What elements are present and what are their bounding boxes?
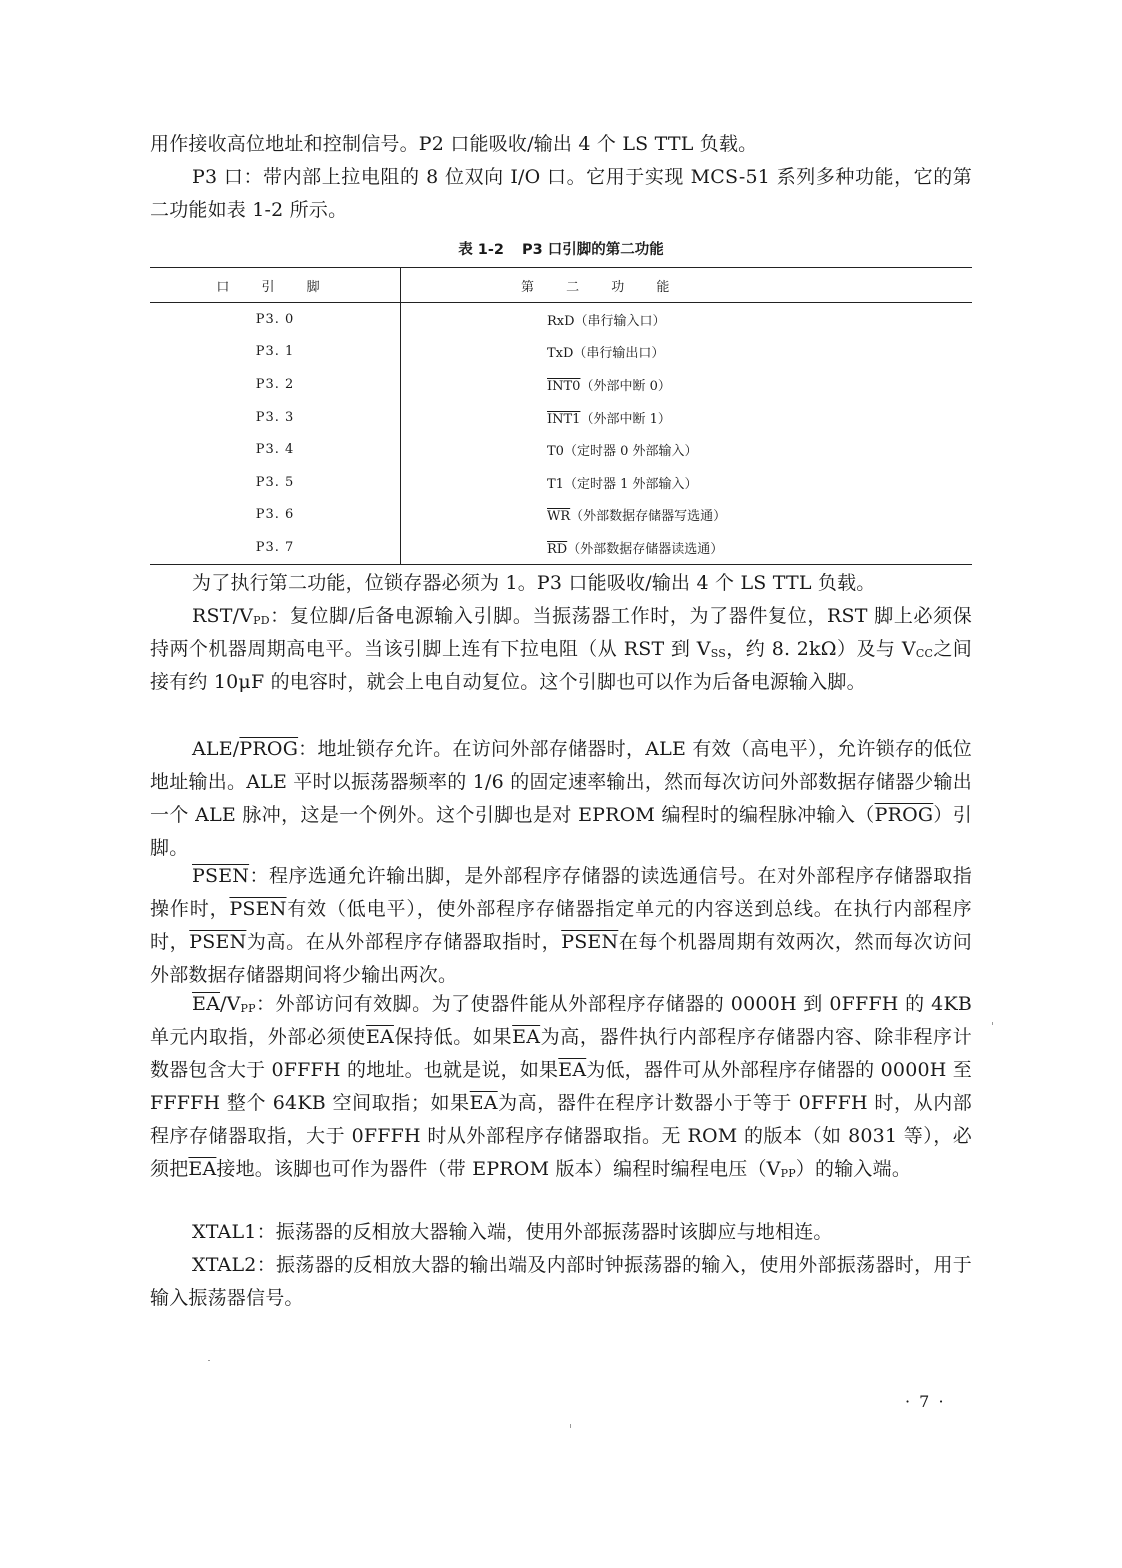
page-number: · 7 · bbox=[905, 1392, 946, 1411]
function-signal: INT0 bbox=[547, 378, 581, 394]
function-signal: $\overline{WR}$ bbox=[547, 509, 571, 525]
function-cell bbox=[401, 336, 973, 369]
table-row bbox=[150, 466, 972, 499]
paragraph-xtal1: XTAL1：振荡器的反相放大器输入端，使用外部振荡器时该脚应与地相连。 bbox=[192, 1221, 833, 1243]
paragraph-xtal2: XTAL2：振荡器的反相放大器的输出端及内部时钟振荡器的输入，使用外部振荡器时，用于输入振荡器信号。 bbox=[150, 1254, 972, 1309]
function-cell bbox=[401, 433, 973, 466]
function-text: （外部中断 1） bbox=[580, 411, 671, 427]
paragraph-rst: RST/$V_{PD}$：复位脚/后备电源输入引脚。当振荡器工作时，为了器件复位，RST 脚上必须保持两个机器周期高电平。当该引脚上连有下拉电阻（从 RST 到 $V_{SS}$，约 8. 2kΩ）及与 $V_{CC}$之间接有约 10μF 的电容时，就会上电自动复位。这个引脚也可以作为后备电源输入脚。 bbox=[150, 605, 972, 693]
pin-cell: P3. 5 bbox=[150, 466, 401, 499]
pin-cell: P3. 4 bbox=[150, 433, 401, 466]
function-text: T0（定时器 0 外部输入） bbox=[547, 444, 698, 460]
table-caption-number: 表 1-2 bbox=[458, 242, 504, 258]
table-row bbox=[150, 401, 972, 434]
table-row bbox=[150, 433, 972, 466]
function-text: T1（定时器 1 外部输入） bbox=[547, 476, 698, 492]
function-text: RxD（串行输入口） bbox=[547, 313, 666, 329]
table-caption-title: P3 口引脚的第二功能 bbox=[521, 242, 664, 258]
table-caption bbox=[150, 238, 972, 259]
table-row bbox=[150, 303, 972, 336]
pin-cell: P3. 0 bbox=[150, 303, 401, 336]
function-cell bbox=[401, 368, 973, 401]
function-text: （外部数据存储器读选通） bbox=[567, 541, 724, 557]
pin-cell: P3. 3 bbox=[150, 401, 401, 434]
function-text: TxD（串行输出口） bbox=[547, 346, 665, 362]
p3-function-table bbox=[150, 267, 972, 565]
pin-cell: P3. 7 bbox=[150, 531, 401, 564]
paragraph-psen: PSEN：程序选通允许输出脚，是外部程序存储器的读选通信号。在对外部程序存储器取指操作时，PSEN有效（低电平），使外部程序存储器指定单元的内容送到总线。在执行内部程序时，PSEN为高。在从外部程序存储器取指时，PSEN在每个机器周期有效两次，然而每次访问外部数据存储器期间将少输出两次。 bbox=[150, 865, 972, 986]
function-signal: $\overline{RD}$ bbox=[547, 541, 568, 557]
function-signal: INT1 bbox=[547, 411, 581, 427]
scan-speck bbox=[992, 1022, 993, 1025]
paragraph-p2-tail: 用作接收高位地址和控制信号。P2 口能吸收/输出 4 个 LS TTL 负载。 bbox=[150, 133, 758, 155]
paragraph-second-function: 为了执行第二功能，位锁存器必须为 1。P3 口能吸收/输出 4 个 LS TTL 负载。 bbox=[192, 572, 876, 594]
pin-cell: P3. 2 bbox=[150, 368, 401, 401]
header-function: 第 二 功 能 bbox=[401, 268, 973, 303]
function-cell bbox=[401, 401, 973, 434]
scan-speck bbox=[208, 1360, 210, 1361]
table-header-row bbox=[150, 268, 972, 303]
scan-speck bbox=[570, 1424, 571, 1428]
function-cell bbox=[401, 466, 973, 499]
table-row bbox=[150, 368, 972, 401]
paragraph-ale: ALE/PROG：地址锁存允许。在访问外部存储器时，ALE 有效（高电平），允许锁存的低位地址输出。ALE 平时以振荡器频率的 1/6 的固定速率输出，然而每次访问外部数据存储器少输出一个 ALE 脉冲，这是一个例外。这个引脚也是对 EPROM 编程时的编程脉冲输入（PROG）引脚。 bbox=[150, 738, 972, 859]
header-pin: 口 引 脚 bbox=[150, 268, 401, 303]
paragraph-p3-port: P3 口：带内部上拉电阻的 8 位双向 I/O 口。它用于实现 MCS-51 系列多种功能，它的第二功能如表 1-2 所示。 bbox=[150, 166, 972, 221]
pin-cell: P3. 1 bbox=[150, 336, 401, 369]
function-text: （外部数据存储器写选通） bbox=[570, 509, 727, 525]
table-row bbox=[150, 336, 972, 369]
function-cell bbox=[401, 531, 973, 564]
paragraph-ea: $\overline{EA}/V_{PP}$：外部访问有效脚。为了使器件能从外部程序存储器的 0000H 到 0FFFH 的 4KB 单元内取指，外部必须使$\overline{EA}$保持低。如果$\overline{EA}$为高，器件执行内部程序存储器内容、除非程序计数器包含大于 0FFFH 的地址。也就是说，如果$\overline{EA}$为低，器件可从外部程序存储器的 0000H 至 FFFFH 整个 64KB 空间取指；如果$\overline{EA}$为高，器件在程序计数器小于等于 0FFFH 时，从内部程序存储器取指，大于 0FFFH 时从外部程序存储器取指。无 ROM 的版本（如 8031 等），必须把$\overline{EA}$接地。该脚也可作为器件（带 EPROM 版本）编程时编程电压$(V_{PP})$的输入端。 bbox=[150, 993, 973, 1180]
function-cell bbox=[401, 303, 973, 336]
function-cell bbox=[401, 499, 973, 532]
function-text: （外部中断 0） bbox=[580, 378, 671, 394]
table-row bbox=[150, 531, 972, 564]
table-row bbox=[150, 499, 972, 532]
pin-cell: P3. 6 bbox=[150, 499, 401, 532]
